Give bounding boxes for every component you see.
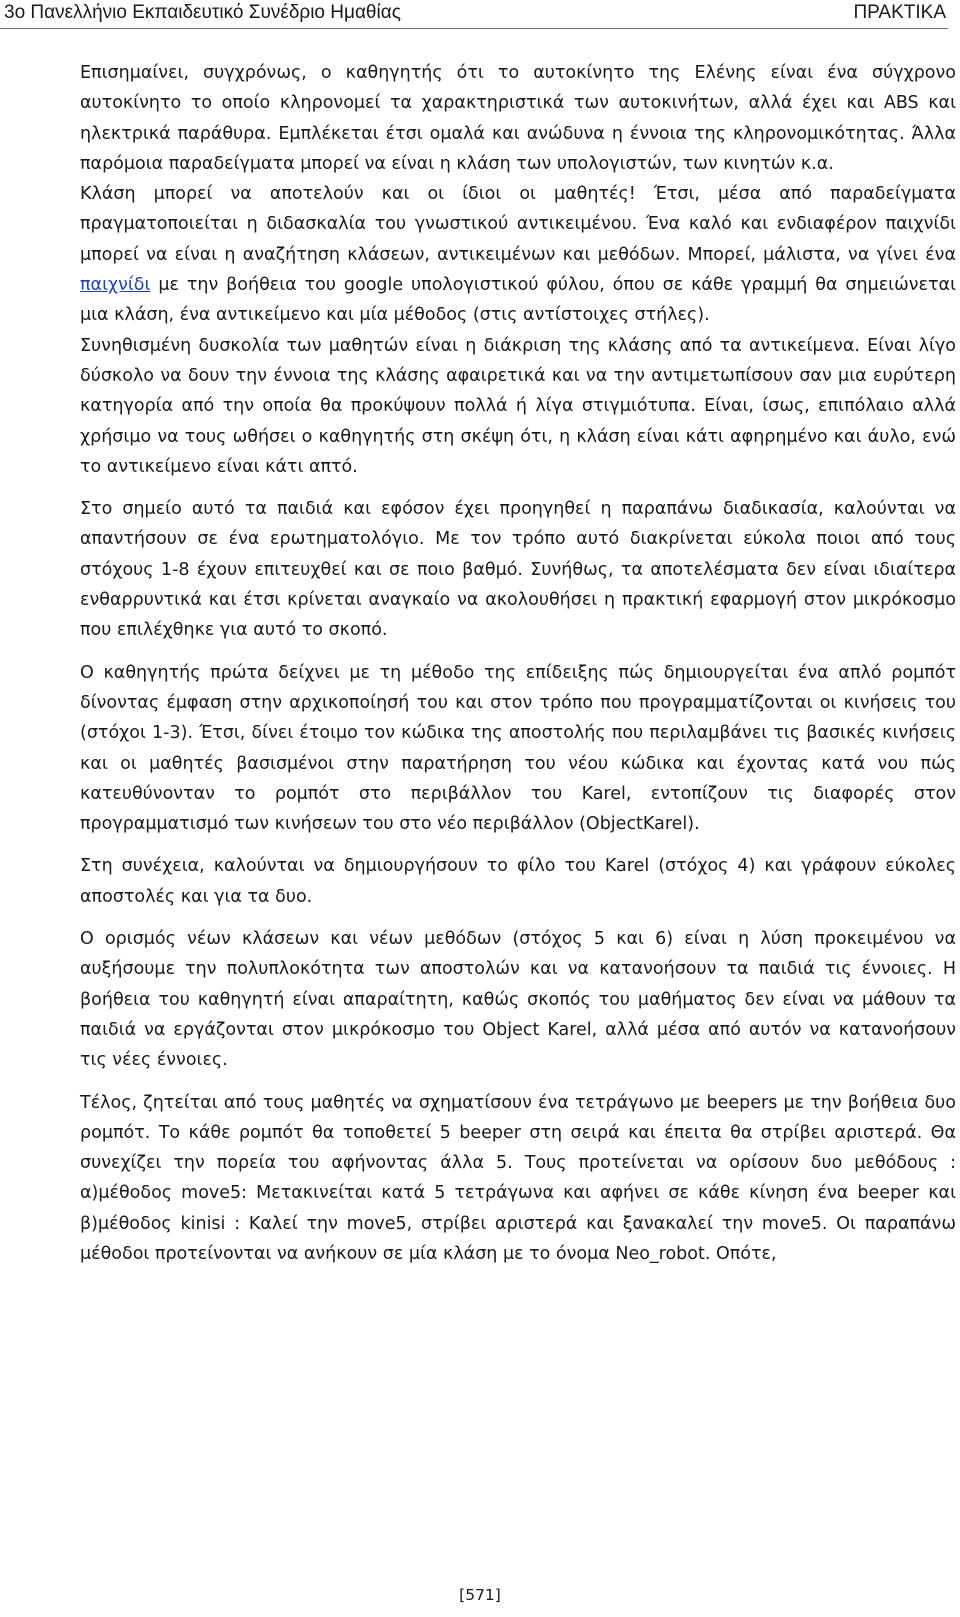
paragraph-1: Επισημαίνει, συγχρόνως, ο καθηγητής ότι το αυτοκίνητο της Ελένης είναι ένα σύγχρονο αυτοκίνητο το οποίο κληρονομεί τα χαρακτηριστικά των αυτοκινήτων, αλλά έχει και ABS και ηλεκτρικά παράθυρα. Εμπλέκεται έτσι ομαλά και ανώδυνα η έννοια της κληρονομικότητας. Άλλα παρόμοια παραδείγματα μπορεί να είναι η κλάση των υπολογιστών, των κινητών κ.α.	[80, 63, 956, 174]
paragraph-4: Στο σημείο αυτό τα παιδιά και εφόσον έχει προηγηθεί η παραπάνω διαδικασία, καλούνται να απαντήσουν σε ένα ερωτηματολόγιο. Με τον τρόπο αυτό διακρίνεται εύκολα ποιοι από τους στόχους 1-8 έχουν επιτευχθεί και σε ποιο βαθμό. Συνήθως, τα αποτελέσματα δεν είναι ιδιαίτερα ενθαρρυντικά και έτσι κρίνεται αναγκαίο να ακολουθήσει η πρακτική εφαρμογή στον μικρόκοσμο που επιλέχθηκε για αυτό το σκοπό.	[80, 499, 956, 641]
paragraph-3: Συνηθισμένη δυσκολία των μαθητών είναι η διάκριση της κλάσης από τα αντικείμενα. Είναι λίγο δύσκολο να δουν την έννοια της κλάσης αφαιρετικά και να την αντιμετωπίσουν σαν μια ευρύτερη κατηγορία από την οποία θα προκύψουν πολλά ή λίγα στιγμιότυπα. Είναι, ίσως, επιπόλαιο αλλά χρήσιμο να τους ωθήσει ο καθηγητής στη σκέψη ότι, η κλάση είναι κάτι αφηρημένο και άυλο, ενώ το αντικείμενο είναι κάτι απτό.	[80, 335, 956, 477]
page-header	[0, 0, 948, 29]
paragraph-5: Ο καθηγητής πρώτα δείχνει με τη μέθοδο της επίδειξης πώς δημιουργείται ένα απλό ρομπότ δίνοντας έμφαση στην αρχικοποίησή του και στον τρόπο που προγραμματίζονται οι κινήσεις του (στόχοι 1-3). Έτσι, δίνει έτοιμο τον κώδικα της αποστολής που περιλαμβάνει τις βασικές κινήσεις και οι μαθητές βασισμένοι στην παρατήρηση του νέου κώδικα και έχοντας κατά νου πώς κατευθύνονταν το ρομπότ στο περιβάλλον του Karel, εντοπίζουν τις διαφορές στον προγραμματισμό των κινήσεων του στο νέο περιβάλλον (ObjectKarel).	[80, 662, 956, 835]
conference-title: 3ο Πανελλήνιο Εκπαιδευτικό Συνέδριο Ημαθίας	[4, 2, 401, 23]
proceedings-label: ΠΡΑΚΤΙΚΑ	[853, 2, 946, 23]
paragraph-6: Στη συνέχεια, καλούνται να δημιουργήσουν το φίλο του Karel (στόχος 4) και γράφουν εύκολες αποστολές και για τα δυο.	[80, 856, 956, 907]
paragraph-7: Ο ορισμός νέων κλάσεων και νέων μεθόδων (στόχος 5 και 6) είναι η λύση προκειμένου να αυξήσουμε την πολυπλοκότητα των αποστολών και να κατανοήσουν τα παιδιά τις έννοιες. Η βοήθεια του καθηγητή είναι απαραίτητη, καθώς σκοπός του μαθήματος δεν είναι να μάθουν τα παιδιά να εργάζονται στον μικρόκοσμο του Object Karel, αλλά μέσα από αυτόν να κατανοήσουν τις νέες έννοιες.	[80, 929, 956, 1071]
page-number: [571]	[459, 1586, 501, 1604]
paragraph-2-text-end: με την βοήθεια του google υπολογιστικού φύλου, όπου σε κάθε γραμμή θα σημειώνεται μια κλάση, ένα αντικείμενο και μία μέθοδος (στις αντίστοιχες στήλες).	[80, 275, 956, 326]
game-link[interactable]: παιχνίδι	[80, 275, 151, 296]
document-body	[80, 58, 956, 1269]
paragraph-2	[80, 179, 956, 330]
paragraph-2-text-start: Κλάση μπορεί να αποτελούν και οι ίδιοι οι μαθητές! Έτσι, μέσα από παραδείγματα πραγματοποιείται η διδασκαλία του γνωστικού αντικειμένου. Ένα καλό και ενδιαφέρον παιχνίδι μπορεί να είναι η αναζήτηση κλάσεων, αντικειμένων και μεθόδων. Μπορεί, μάλιστα, να γίνει ένα	[80, 184, 956, 265]
paragraph-8: Τέλος, ζητείται από τους μαθητές να σχηματίσουν ένα τετράγωνο με beepers με την βοήθεια δυο ρομπότ. Το κάθε ρομπότ θα τοποθετεί 5 beeper στη σειρά και έπειτα θα στρίβει αριστερά. Θα συνεχίζει την πορεία του αφήνοντας άλλα 5. Τους προτείνεται να ορίσουν δυο μεθόδους : α)μέθοδος move5: Μετακινείται κατά 5 τετράγωνα και αφήνει σε κάθε κίνηση ένα beeper και β)μέθοδος kinisi : Καλεί την move5, στρίβει αριστερά και ξανακαλεί την move5. Οι παραπάνω μέθοδοι προτείνονται να ανήκουν σε μία κλάση με το όνομα Neo_robot. Οπότε,	[80, 1092, 956, 1264]
